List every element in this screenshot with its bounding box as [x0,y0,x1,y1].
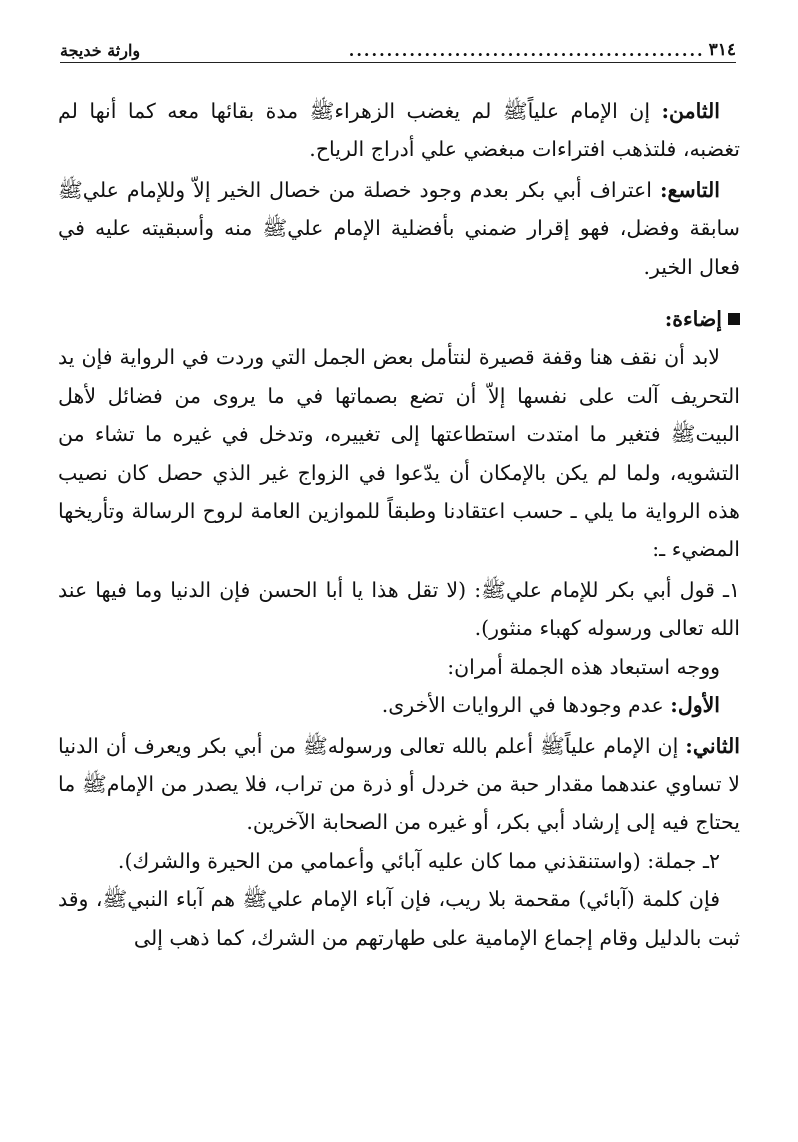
running-header [60,30,736,60]
section-heading-text: إضاءة: [664,307,722,332]
paragraph-illumination: لابد أن نقف هنا وقفة قصيرة لنتأمل بعض الجمل التي وردت في الرواية فإن يد التحريف آلت على نفسها إلاّ أن تضع بصماتها في ما يروى من فضائل لأهل البيتﷺ فتغير ما امتدت استطاعتها إلى تغييره، وتدخل في غيره ما تشاء من التشويه، ولما لم يكن بالإمكان أن يدّعوا في الزواج غير الذي حصل كان نصيب هذه الرواية ما يلي ـ حسب اعتقادنا وطبقاً للموازين العامة لروح الرسالة وتأريخها المضيء ـ: [58,345,740,562]
paragraph-ninth [58,171,740,286]
paragraph-text: إن الإمام علياًﷺ لم يغضب الزهراءﷺ مدة بقائها معه كما أنها لم تغضبه، فلتذهب افتراءات مبغضي علي أدراج الرياح. [58,99,740,162]
book-title: وارثة خديجة [60,41,141,60]
paragraph-lead: الثامن: [661,99,720,123]
paragraph-eighth [58,92,740,169]
paragraph-text: إن الإمام علياًﷺ أعلم بالله تعالى ورسولهﷺ من أبي بكر ويعرف أن الدنيا لا تساوي عندهما مقدار حبة من خردل أو ذرة من تراب، فلا يصدر من الإمامﷺ ما يحتاج فيه إلى إرشاد أبي بكر، أو غيره من الصحابة الآخرين. [58,733,740,835]
paragraph-fathers: فإن كلمة (آبائي) مقحمة بلا ريب، فإن آباء الإمام عليﷺ هم آباء النبيﷺ، وقد ثبت بالدليل وقام إجماع الإمامية على طهارتهم من الشرك، كما ذهب إلى [58,887,740,950]
paragraph-text: عدم وجودها في الروايات الأخرى. [381,693,671,718]
paragraph-text: اعتراف أبي بكر بعدم وجود خصلة من خصال الخير إلاّ وللإمام عليﷺ سابقة وفضل، فهو إقرار ضمني بأفضلية الإمام عليﷺ منه وأسبقيته عليه في فعال الخير. [58,177,740,279]
paragraph-lead: الأول: [670,693,720,718]
square-bullet-icon [728,313,740,325]
header-divider [60,62,736,63]
paragraph-reasons-intro: ووجه استبعاد هذه الجملة أمران: [447,654,720,679]
dot-leader: ............................................... [348,41,705,60]
paragraph-second-reason [58,727,740,842]
paragraph-lead: التاسع: [659,177,720,202]
paragraph-item-one: ١ـ قول أبي بكر للإمام عليﷺ: (لا تقل هذا يا أبا الحسن فإن الدنيا وما فيها عند الله تعالى ورسوله كهباء منثور). [58,577,740,641]
paragraph-item-two: ٢ـ جملة: (واستنقذني مما كان عليه آبائي وأعمامي من الحيرة والشرك). [117,848,720,873]
section-heading [58,300,740,338]
paragraph-lead: الثاني: [685,733,740,758]
page-body [58,92,740,957]
page-number: ٣١٤ [708,40,736,60]
paragraph-first-reason [58,686,740,724]
